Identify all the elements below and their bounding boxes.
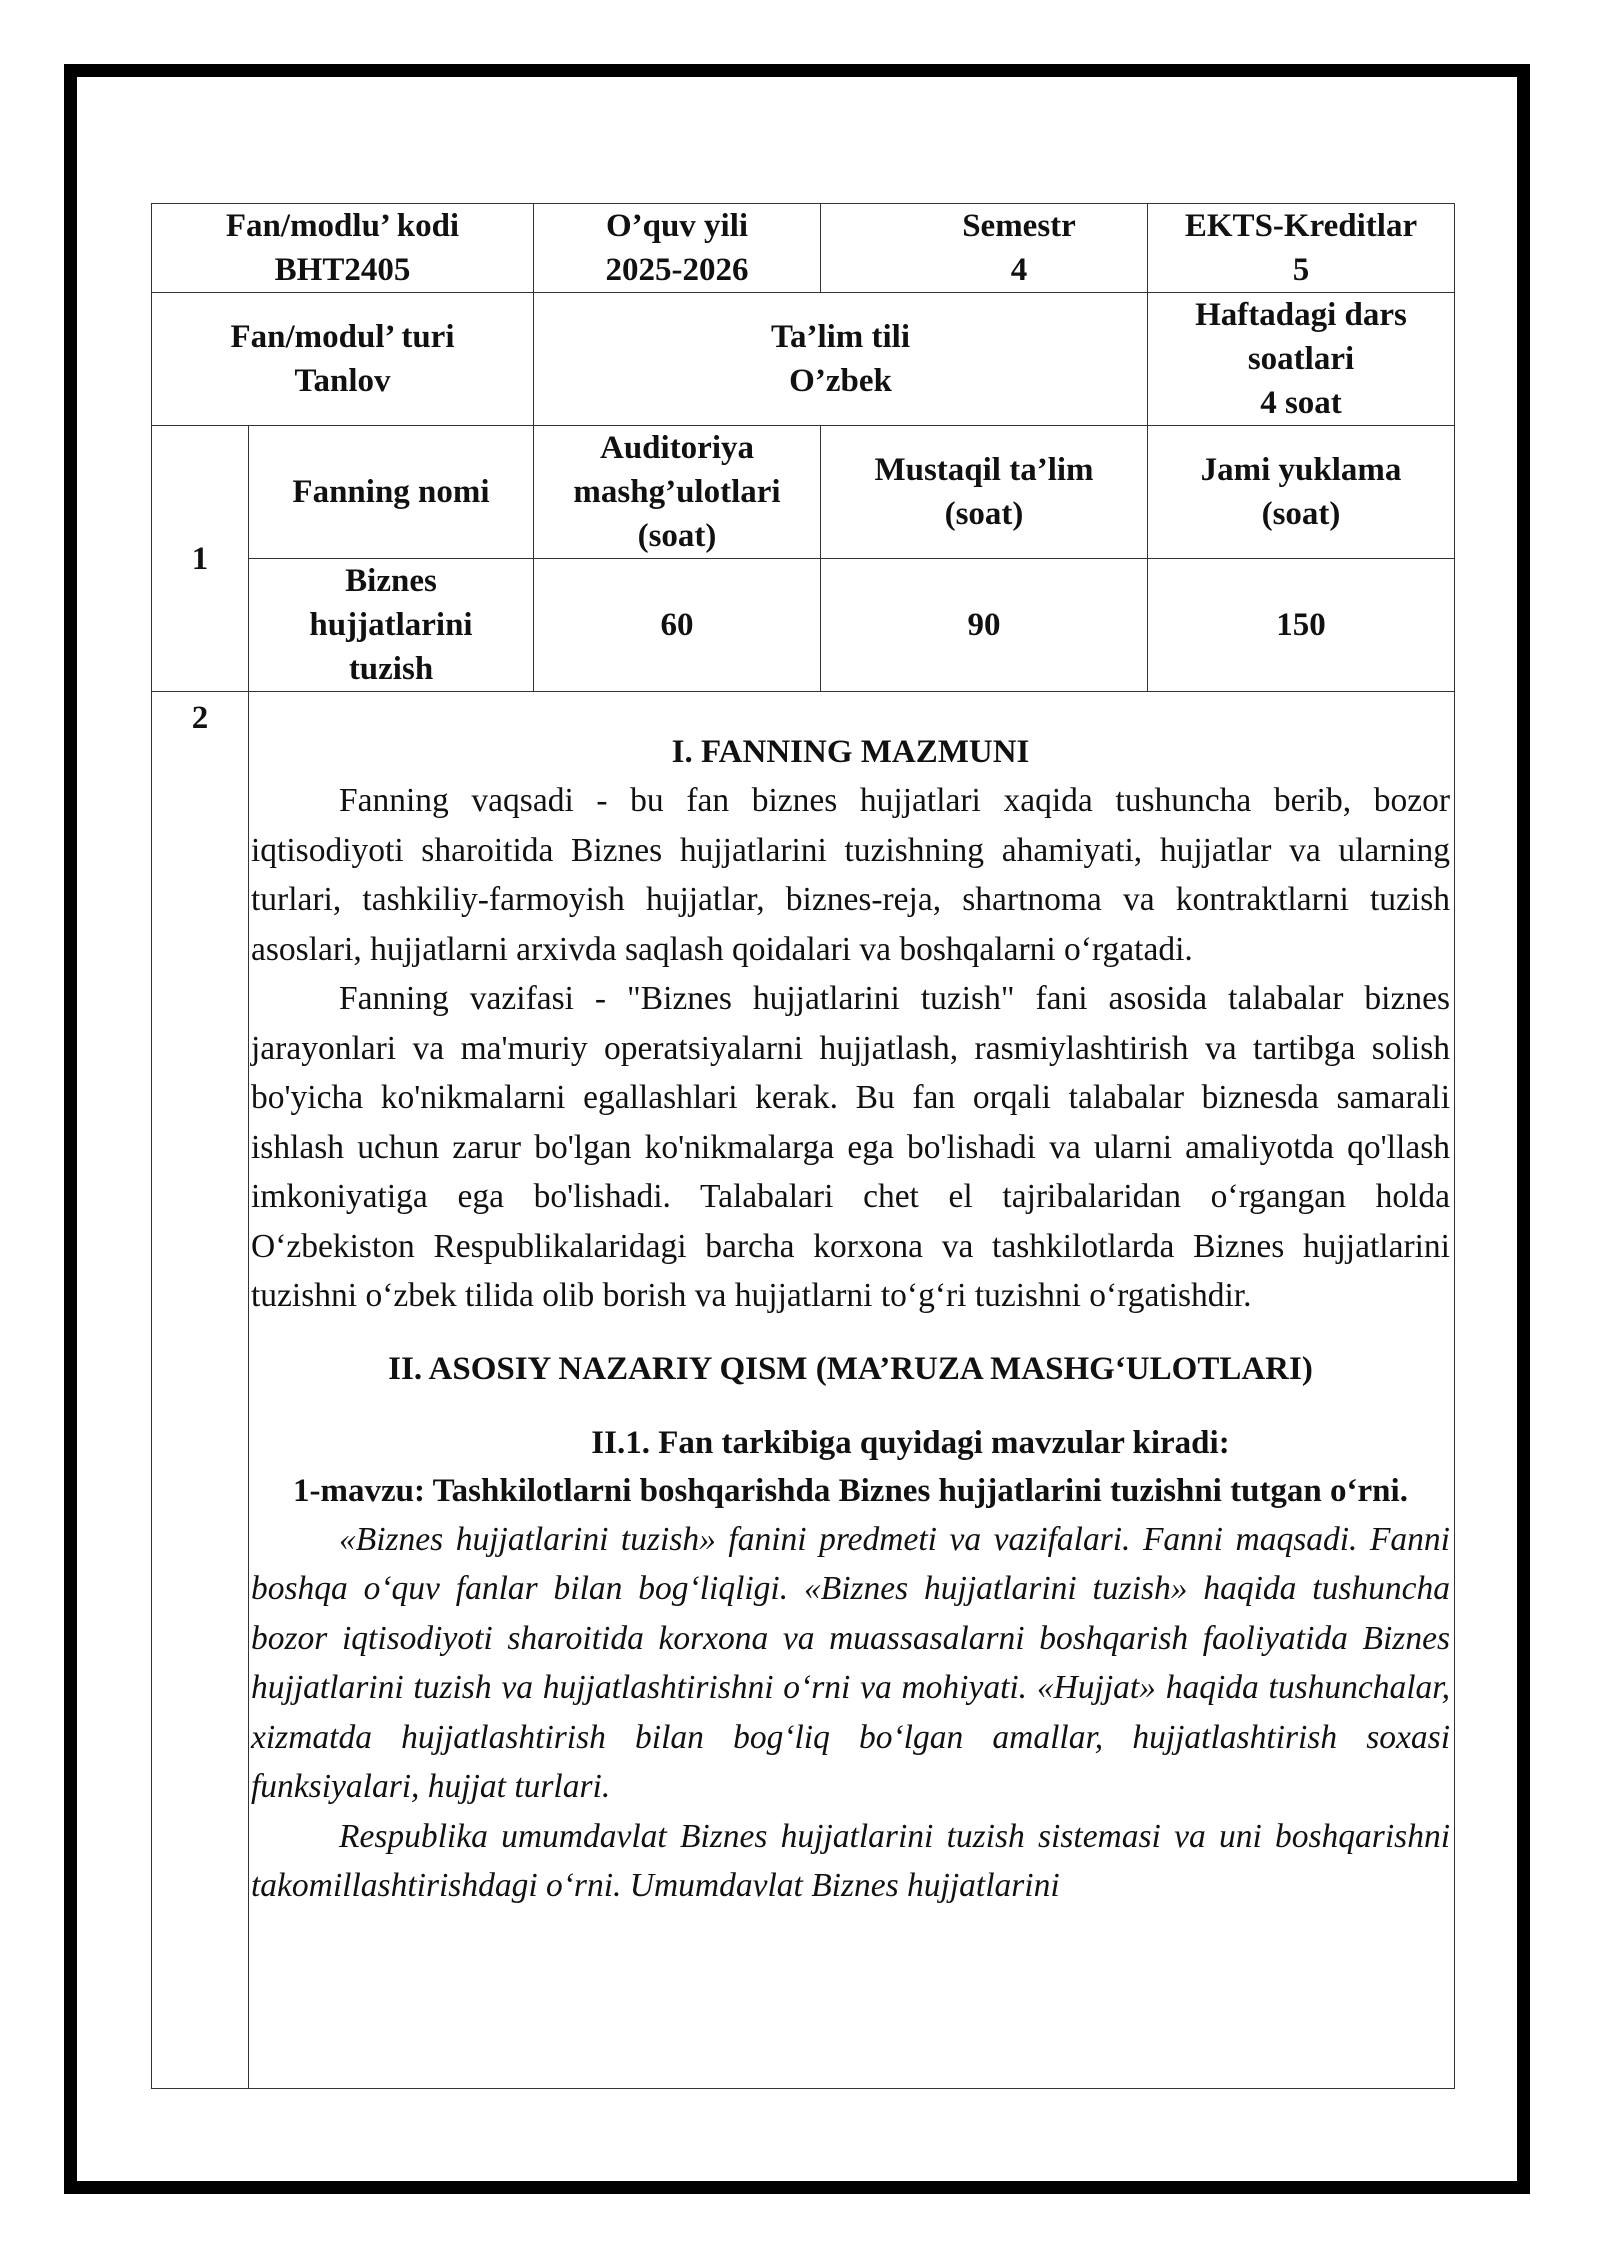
topic1-paragraph: «Biznes hujjatlarini tuzish» fanini predmeti va vazifalari. Fanni maqsadi. Fanni boshqa o‘quv fanlar bilan bog‘liqligi. «Biznes hujjatlarini tuzish» haqida tushuncha bozor iqtisodiyoti sharoitida korxona va muassasalarni boshqarish faoliyatida Biznes hujjatlarini tuzish va hujjatlashtirishni o‘rni va mohiyati. «Hujjat» haqida tushunchalar, xizmatda hujjatlashtirish bilan bog‘liq bo‘lgan amallar, hujjatlashtirish soxasi funksiyalari, hujjat turlari. <box>251 1520 1450 1805</box>
total-load-header-line2: (soat) <box>1261 496 1341 532</box>
topic1-paragraph-continued: Respublika umumdavlat Biznes hujjatlarini tuzish sistemasi va uni boshqarishni takomillashtirishdagi o‘rni. Umumdavlat Biznes hujjatlarini <box>251 1817 1450 1904</box>
auditorium-hours-header <box>534 426 821 559</box>
semester-label: Semestr <box>962 208 1076 244</box>
header-row-2 <box>152 293 1455 426</box>
section2-title: II. ASOSIY NAZARIY QISM (MA’RUZA MASHG‘ULOTLARI) <box>388 1350 1313 1387</box>
language-cell <box>534 293 1148 426</box>
self-study-header <box>821 426 1148 559</box>
row2-content <box>152 692 1455 2089</box>
self-study-header-line1: Mustaqil ta’lim <box>874 452 1094 488</box>
topic1-title: 1-mavzu: Tashkilotlarni boshqarishda Biznes hujjatlarini tuzishni tutgan o‘rni. <box>293 1472 1408 1509</box>
self-study-hours-value: 90 <box>821 559 1148 692</box>
academic-year-cell <box>534 204 821 293</box>
total-load-header <box>1148 426 1455 559</box>
subject-name-line2: hujjatlarini <box>309 607 473 643</box>
subject-name-line3: tuzish <box>348 651 434 687</box>
credits-value: 5 <box>1292 252 1310 288</box>
goal-paragraph: Fanning vaqsadi - bu fan biznes hujjatlari xaqida tushuncha berib, bozor iqtisodiyoti sharoitida Biznes hujjatlarini tuzishning ahamiyati, hujjatlar va ularning turlari, tashkiliy-farmoyish hujjatlar, biznes-reja, shartnoma va kontraktlarni tuzish asoslari, hujjatlarni arxivda saqlash qoidalari va boshqalarni o‘rgatadi. <box>251 782 1450 968</box>
credits-cell <box>1148 204 1455 293</box>
module-code-value: BHT2405 <box>274 252 411 288</box>
total-load-value: 150 <box>1148 559 1455 692</box>
auditorium-header-line1: Auditoriya <box>599 430 754 466</box>
subject-name-line1: Biznes <box>345 563 437 599</box>
row-number-1: 1 <box>152 426 249 692</box>
academic-year-label: O’quv yili <box>605 208 749 244</box>
module-code-cell <box>152 204 534 293</box>
self-study-header-line2: (soat) <box>944 496 1024 532</box>
tasks-paragraph: Fanning vazifasi - "Biznes hujjatlarini tuzish" fani asosida talabalar biznes jarayonlari va ma'muriy operatsiyalarni hujjatlash, rasmiylashtirish va tartibga solish bo'yicha ko'nikmalarni egallashlari kerak. Bu fan orqali talabalar biznesda samarali ishlash uchun zarur bo'lgan ko'nikmalarga ega bo'lishadi va ularni amaliyotda qo'llash imkoniyatiga ega bo'lishadi. Talabalari chet el tajribalaridan o‘rgangan holda O‘zbekiston Respublikalaridagi barcha korxona va tashkilotlarda Biznes hujjatlarini tuzishni o‘zbek tilida olib borish va hujjatlarni to‘g‘ri tuzishni o‘rgatishdir. <box>251 980 1450 1314</box>
weekly-hours-label-line2: soatlari <box>1247 341 1355 377</box>
course-content-cell <box>249 692 1455 2089</box>
total-load-header-line1: Jami yuklama <box>1200 452 1402 488</box>
semester-value: 4 <box>1010 252 1028 288</box>
semester-cell <box>821 204 1148 293</box>
subsection-title: II.1. Fan tarkibiga quyidagi mavzular kiradi: <box>591 1424 1230 1461</box>
row1-headers <box>152 426 1455 559</box>
weekly-hours-label-line1: Haftadagi dars <box>1195 297 1407 333</box>
subject-name-header: Fanning nomi <box>249 426 534 559</box>
module-type-cell <box>152 293 534 426</box>
syllabus-table <box>151 203 1455 2089</box>
module-type-value: Tanlov <box>294 363 391 399</box>
auditorium-hours-value: 60 <box>534 559 821 692</box>
weekly-hours-cell <box>1148 293 1455 426</box>
academic-year-value: 2025-2026 <box>605 252 749 288</box>
language-value: O’zbek <box>789 363 892 399</box>
module-code-label: Fan/modlu’ kodi <box>225 208 460 244</box>
language-label: Ta’lim tili <box>770 319 911 355</box>
credits-label: EKTS-Kreditlar <box>1184 208 1418 244</box>
auditorium-header-line3: (soat) <box>637 518 717 554</box>
row1-values <box>152 559 1455 692</box>
row-number-2: 2 <box>152 692 249 2089</box>
header-row-1 <box>152 204 1455 293</box>
section1-title: I. FANNING MAZMUNI <box>671 734 1030 770</box>
weekly-hours-value: 4 soat <box>1260 385 1342 421</box>
auditorium-header-line2: mashg’ulotlari <box>573 474 781 510</box>
subject-name-value <box>249 559 534 692</box>
module-type-label: Fan/modul’ turi <box>230 319 455 355</box>
